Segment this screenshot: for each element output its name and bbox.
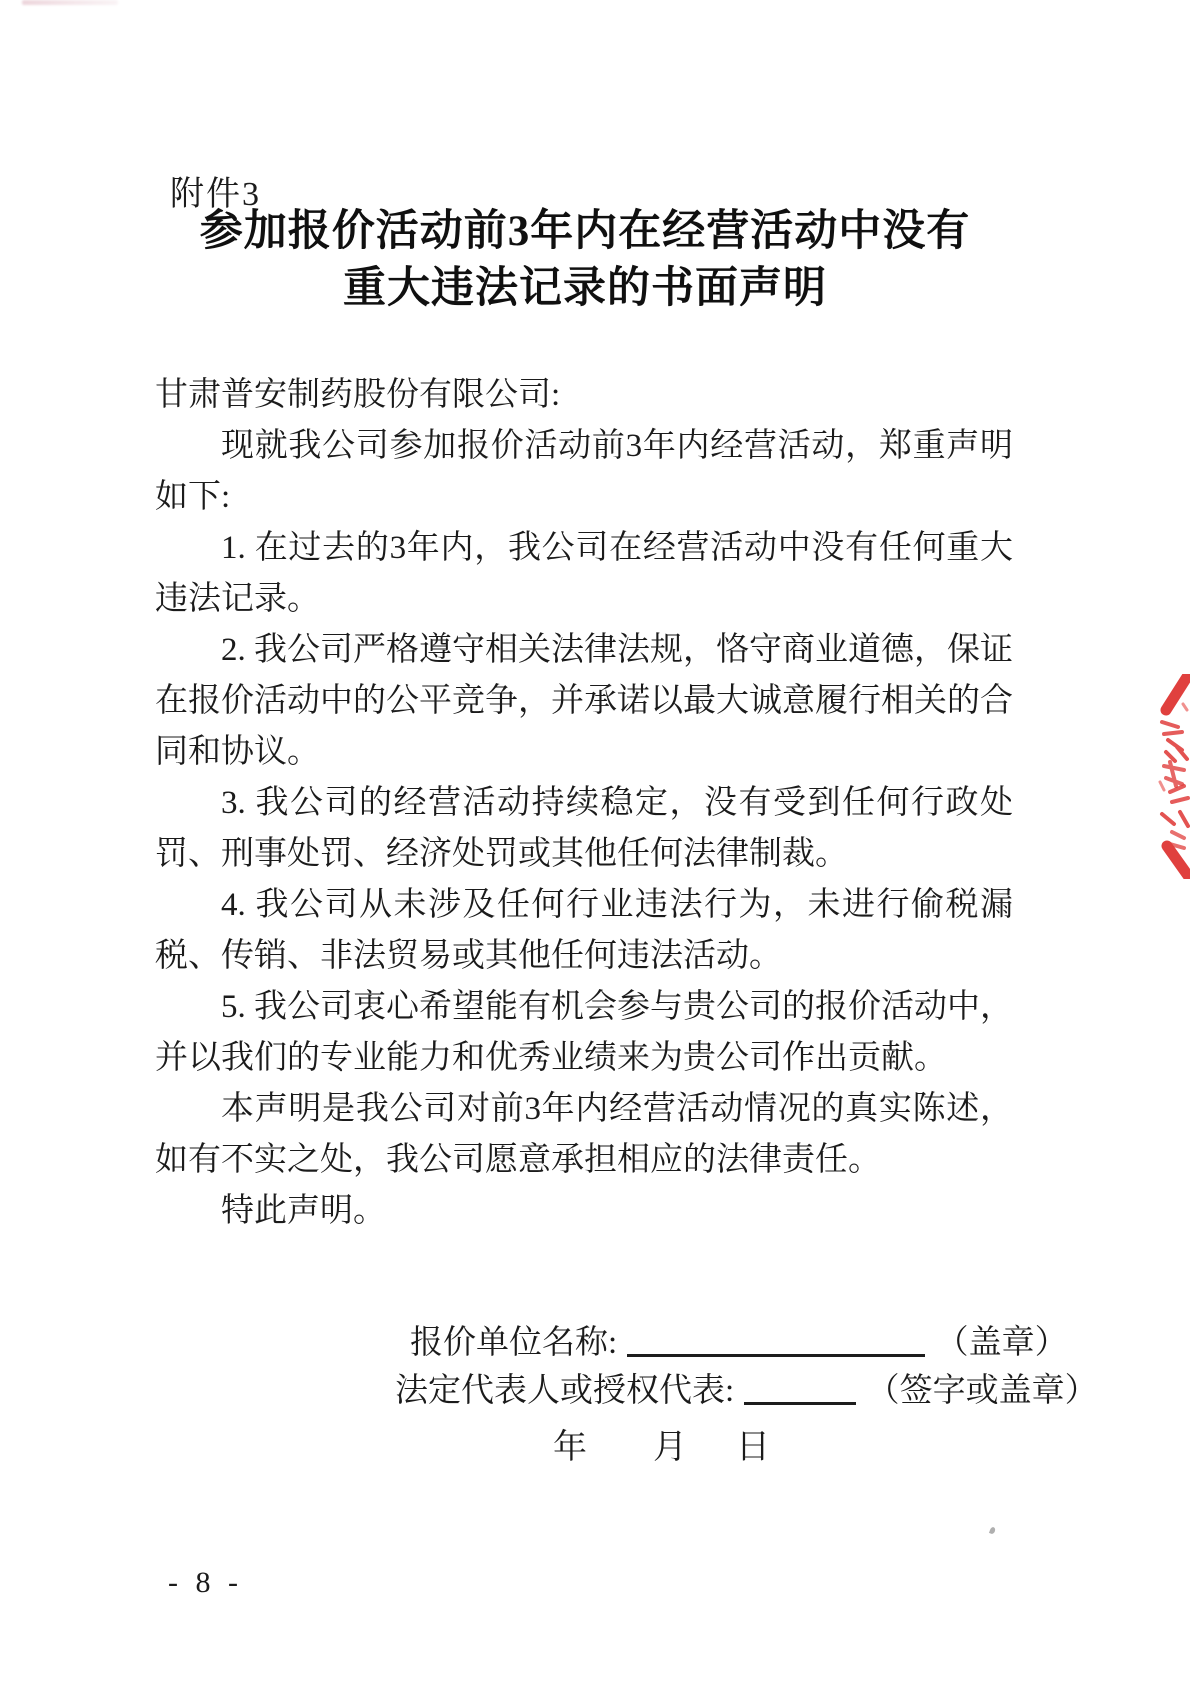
body-paragraph-clause-5: 5. 我公司衷心希望能有机会参与贵公司的报价活动中，并以我们的专业能力和优秀业绩来为贵公司作出贡献。 — [155, 989, 1013, 1076]
red-seal-fragment-icon — [1156, 674, 1190, 879]
scan-speck-artifact — [989, 1526, 996, 1534]
company-seal-note: （盖章） — [935, 1325, 1068, 1361]
salutation: 甘肃普安制药股份有限公司: — [155, 377, 561, 413]
date-day-label: 日 — [736, 1429, 770, 1466]
representative-seal-note: （签字或盖章） — [866, 1373, 1098, 1409]
company-name-label: 报价单位名称: — [410, 1325, 618, 1361]
body-paragraph-clause-2: 2. 我公司严格遵守相关法律法规，恪守商业道德，保证在报价活动中的公平竞争，并承诺以最大诚意履行相关的合同和协议。 — [155, 632, 1013, 770]
company-name-blank — [627, 1324, 925, 1357]
date-month-label: 月 — [653, 1429, 687, 1466]
representative-blank — [744, 1372, 856, 1405]
body-paragraph-truth-statement: 本声明是我公司对前3年内经营活动情况的真实陈述，如有不实之处，我公司愿意承担相应的法律责任。 — [155, 1091, 1013, 1178]
signature-row-representative — [395, 1364, 1098, 1411]
scan-smudge-artifact — [22, 0, 118, 5]
date-year-label: 年 — [553, 1429, 587, 1466]
title-line-1: 参加报价活动前3年内在经营活动中没有 — [199, 208, 971, 255]
body-paragraph-clause-4: 4. 我公司从未涉及任何行业违法行为，未进行偷税漏税、传销、非法贸易或其他任何违法活动。 — [155, 887, 1013, 974]
body-paragraph-closing: 特此声明。 — [221, 1193, 386, 1229]
representative-label: 法定代表人或授权代表: — [395, 1373, 735, 1409]
body-paragraph-clause-1: 1. 在过去的3年内，我公司在经营活动中没有任何重大违法记录。 — [155, 530, 1013, 617]
declaration-body — [155, 370, 1013, 1237]
body-paragraph-clause-3: 3. 我公司的经营活动持续稳定，没有受到任何行政处罚、刑事处罚、经济处罚或其他任何法律制裁。 — [155, 785, 1013, 872]
page-number: - 8 - — [168, 1566, 243, 1599]
document-title — [155, 203, 1015, 317]
signature-row-company — [410, 1316, 1068, 1363]
title-line-2: 重大违法记录的书面声明 — [343, 265, 827, 312]
body-paragraph-intro: 现就我公司参加报价活动前3年内经营活动，郑重声明如下: — [155, 428, 1013, 515]
attachment-label: 附件3 — [170, 176, 261, 213]
